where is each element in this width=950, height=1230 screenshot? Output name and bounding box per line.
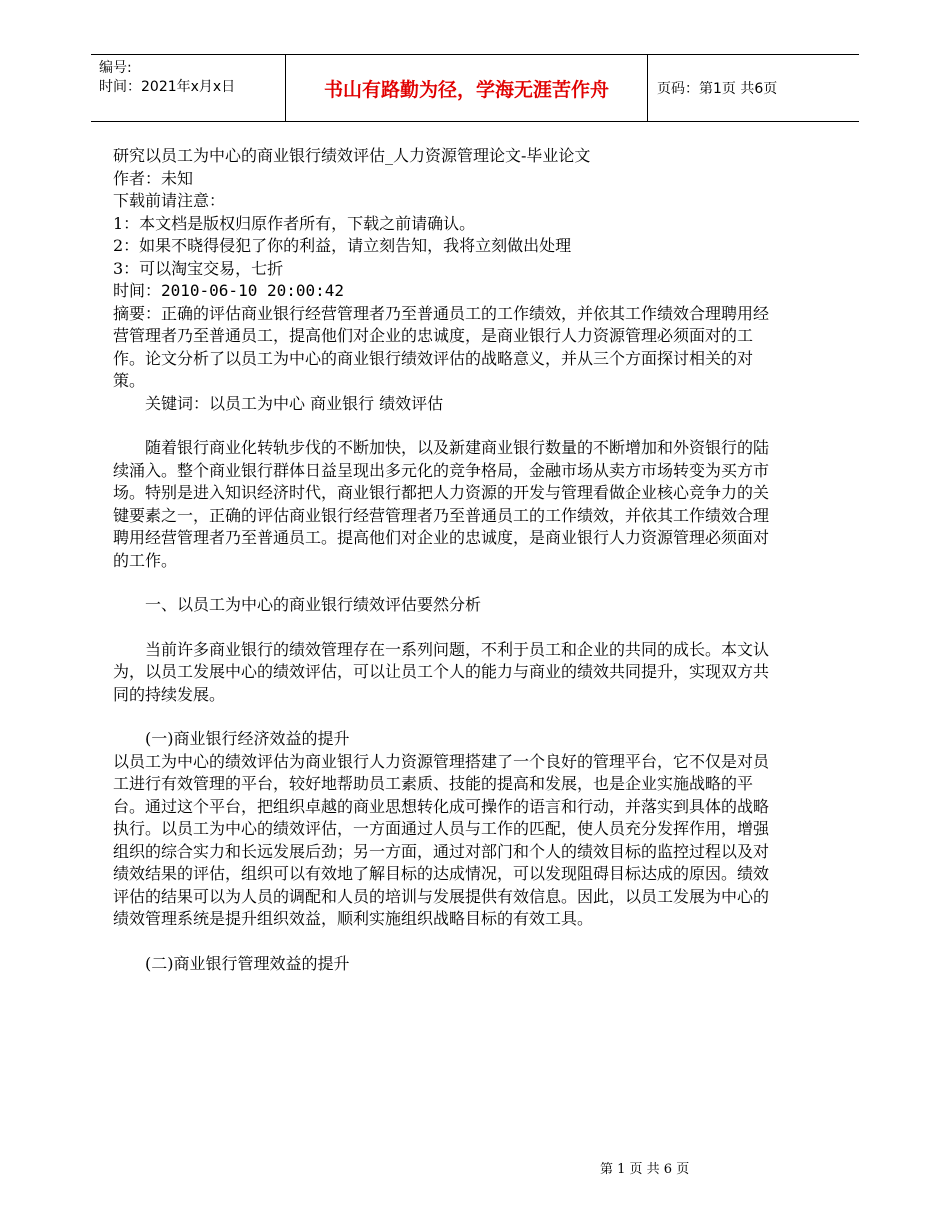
document-header — [91, 54, 859, 122]
intro-paragraph: 随着银行商业化转轨步伐的不断加快，以及新建商业银行数量的不断增加和外资银行的陆续涌入。整个商业银行群体日益呈现出多元化的竞争格局，金融市场从卖方市场转变为买方市场。特别是进入知识经济时代，商业银行都把人力资源的开发与管理看做企业核心竞争力的关键要素之一，正确的评估商业银行经营管理者乃至普通员工的工作绩效，并依其工作绩效合理聘用经营管理者乃至普通员工。提高他们对企业的忠诚度，是商业银行人力资源管理必须面对的工作。 — [113, 438, 770, 570]
document-body — [113, 145, 773, 975]
subsection-1-paragraph: 以员工为中心的绩效评估为商业银行人力资源管理搭建了一个良好的管理平台，它不仅是对员工进行有效管理的平台，较好地帮助员工素质、技能的提高和发展，也是企业实施战略的平台。通过这个平台，把组织卓越的商业思想转化成可操作的语言和行动，并落实到具体的战略执行。以员工为中心的绩效评估，一方面通过人员与工作的匹配，使人员充分发挥作用，增强组织的综合实力和长远发展后劲；另一方面，通过对部门和个人的绩效目标的监控过程以及对绩效结果的评估，组织可以有效地了解目标的达成情况，可以发现阻碍目标达成的原因。绩效评估的结果可以为人员的调配和人员的培训与发展提供有效信息。因此，以员工发展为中心的绩效管理系统是提升组织效益，顺利实施组织战略目标的有效工具。 — [113, 751, 770, 928]
notice-item-2: 2：如果不晓得侵犯了你的利益，请立刻告知，我将立刻做出处理 — [113, 236, 572, 255]
document-title: 研究以员工为中心的商业银行绩效评估_人力资源管理论文-毕业论文 — [113, 146, 591, 165]
header-page-info: 页码：第1页 共6页 — [657, 81, 778, 97]
keywords: 关键词：以员工为中心 商业银行 绩效评估 — [145, 393, 444, 413]
notice-item-3: 3：可以淘宝交易，七折 — [113, 258, 284, 278]
subsection-heading-1: (一)商业银行经济效益的提升 — [145, 729, 350, 748]
document-time: 时间：2010-06-10 20:00:42 — [113, 281, 345, 300]
section-1-paragraph: 当前许多商业银行的绩效管理存在一系列问题，不利于员工和企业的共同的成长。本文认为，以员工发展中心的绩效评估，可以让员工个人的能力与商业的绩效共同提升，实现双方共同的持续发展。 — [113, 639, 770, 704]
document-author: 作者：未知 — [113, 168, 194, 188]
notice-heading: 下载前请注意： — [113, 191, 226, 210]
page-footer: 第 1 页 共 6 页 — [600, 1162, 690, 1177]
section-heading-1: 一、以员工为中心的商业银行绩效评估要然分析 — [145, 595, 482, 614]
document-number-label: 编号: — [99, 60, 132, 76]
notice-item-1: 1：本文档是版权归原作者所有，下载之前请确认。 — [113, 213, 476, 233]
abstract: 摘要：正确的评估商业银行经营管理者乃至普通员工的工作绩效，并依其工作绩效合理聘用经营管理者乃至普通员工，提高他们对企业的忠诚度，是商业银行人力资源管理必须面对的工作。论文分析了以员工为中心的商业银行绩效评估的战略意义，并从三个方面探讨相关的对策。 — [113, 303, 770, 390]
header-motto: 书山有路勤为径，学海无涯苦作舟 — [285, 55, 648, 121]
header-meta — [91, 55, 284, 121]
subsection-heading-2: (二)商业银行管理效益的提升 — [145, 953, 350, 973]
document-time-label: 时间：2021年x月x日 — [99, 79, 236, 95]
